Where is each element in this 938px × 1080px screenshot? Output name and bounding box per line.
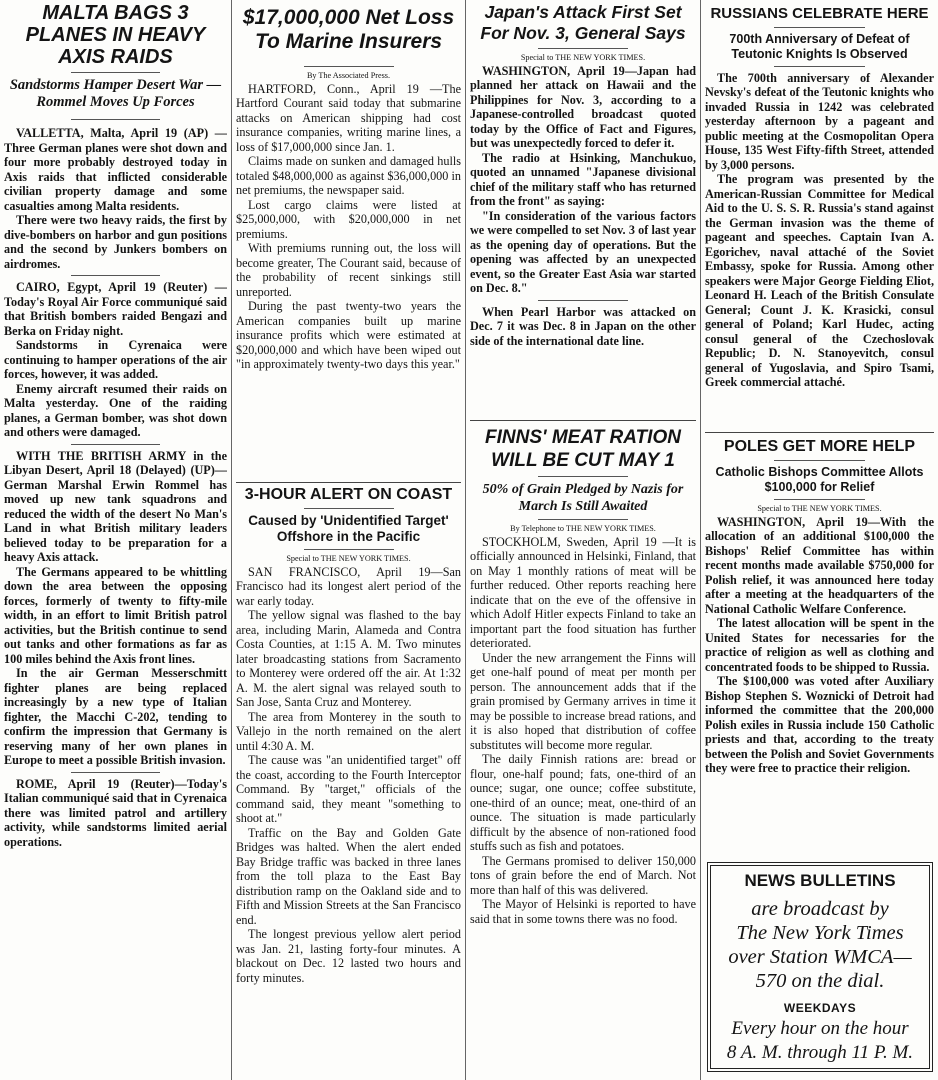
divider	[774, 27, 866, 28]
poles-subhead: Catholic Bishops Committee Allots $100,000 for Relief	[715, 464, 924, 494]
column-1	[0, 0, 231, 1080]
japan-paragraph: "In consideration of the various factors we were compelled to set Nov. 3 of last year as the opening day of operations. But the opening was affected by an unexpected event, so the Greater East Asia war started on Dec. 8."	[470, 208, 696, 296]
poles-article	[705, 438, 934, 850]
marine-paragraph: With premiums running out, the loss will become greater, The Courant said, because of the probability of recent sinkings still unreported.	[236, 241, 461, 299]
finns-paragraph: STOCKHOLM, Sweden, April 19 —It is officially announced in Helsinki, Finland, that on May 1 monthly rations of meat will be further reduced. Other reports reaching here indicate that on the eve of the offensive in which Adolf Hitler expects Finland to take an important part the food situation has further deteriorated.	[470, 534, 696, 651]
marine-paragraph: During the past twenty-two years the American companies built up marine insurance profits which were estimated at $20,000,000 and which have been wiped out "in approximately twenty-two days this year."	[236, 299, 461, 372]
divider	[774, 66, 866, 67]
malta-headline: MALTA BAGS 3 PLANES IN HEAVY AXIS RAIDS	[25, 2, 206, 68]
finns-paragraph: Under the new arrangement the Finns will get one-half pound of meat per month per person. The announcement adds that if the grain promised by Germany arrives in time it may be possible to increase bread rations, and it is also hoped that distribution of coffee substitutes will become more regular.	[470, 650, 696, 752]
rome-paragraph: ROME, April 19 (Reuter)—Today's Italian communiqué said that in Cyrenaica there was limited patrol and artillery activity, while sandstorms limited aerial operations.	[4, 776, 227, 849]
article-separator	[705, 432, 934, 433]
poles-paragraph: The $100,000 was voted after Auxiliary Bishop Stephen S. Woznicki of Detroit had informed the committee that the 200,000 Polish exiles in Russia include 150 Catholic priests and that, according to the treaty between the Polish and Soviet Governments they were free to practice their religion.	[705, 674, 934, 776]
divider	[774, 499, 866, 500]
army-paragraph: In the air German Messerschmitt fighter planes are being replaced increasingly by a new type of Italian fighter, the Macchi C-202, tending to confirm the impression that Germany is reserving many of her own planes in Europe to meet a possible British invasion.	[4, 666, 227, 767]
malta-paragraph: VALLETTA, Malta, April 19 (AP) —Three German planes were shot down and four more probably destroyed today in Axis raids that inflicted considerable civilian property damage and some casualties among Malta residents.	[4, 126, 227, 213]
divider	[71, 72, 160, 73]
army-paragraph: The Germans appeared to be whittling down the area between the opposing forces, formerly of twenty to fifty-mile width, in an effort to limit British patrol activities, but the British continue to send out tanks and other formations as far as 100 miles behind the Axis front lines.	[4, 564, 227, 666]
alert-paragraph: Traffic on the Bay and Golden Gate Bridges was halted. When the alert ended Bay Bridge traffic was backed in three lanes from the toll plaza to the East Bay distribution ramp on the Oakland side and to Fifth and Mission Streets at the San Francisco end.	[236, 825, 461, 927]
bulletin-title: NEWS BULLETINS	[744, 871, 896, 890]
divider	[71, 275, 160, 276]
divider	[538, 476, 628, 477]
japan-paragraph: The radio at Hsinking, Manchukuo, quoted an unnamed "Japanese divisional chief of the military staff who has returned from the front" as saying:	[470, 150, 696, 209]
russians-subhead: 700th Anniversary of Defeat of Teutonic Knights Is Observed	[729, 31, 910, 61]
alert-headline: 3-HOUR ALERT ON COAST	[244, 486, 453, 503]
finns-credit: By Telephone to THE NEW YORK TIMES.	[510, 524, 656, 533]
marine-paragraph: Claims made on sunken and damaged hulls totaled $48,000,000 as against $36,000,000 in net premiums, the newspaper said.	[236, 154, 461, 198]
divider	[304, 549, 394, 550]
finns-paragraph: The Mayor of Helsinki is reported to have said that in some towns there was no food.	[470, 897, 696, 926]
divider	[538, 519, 628, 520]
japan-credit: Special to THE NEW YORK TIMES.	[520, 53, 646, 62]
bulletin-line: 8 A. M. through 11 P. M.	[726, 1042, 914, 1063]
divider	[538, 300, 628, 301]
japan-paragraph: WASHINGTON, April 19—Japan had planned her attack on Hawaii and the Philippines for Nov. 3, according to a Japanese-controlled broadcast quoted today by the Office of Fact and Figures, but was unexpectedly forced to defer it.	[470, 63, 696, 151]
russians-paragraph: The 700th anniversary of Alexander Nevsky's defeat of the Teutonic knights who invaded Russia in 1242 was celebrated yesterday afternoon by a pageant and public meeting at the Cosmopolitan Opera House, 135 West Fifty-fifth Street, attended by 3,000 persons.	[705, 70, 934, 172]
column-4	[701, 0, 938, 1080]
coast-alert-article	[236, 486, 461, 1078]
divider	[304, 508, 394, 509]
poles-headline: POLES GET MORE HELP	[723, 438, 916, 455]
marine-headline: $17,000,000 Net Loss To Marine Insurers	[242, 6, 455, 53]
article-separator	[470, 420, 696, 421]
divider	[71, 444, 160, 445]
news-bulletins-box	[707, 862, 933, 1072]
poles-paragraph: The latest allocation will be spent in the United States for necessaries for the practice of religion as well as clothing and concentrated foods to be shipped to Russia.	[705, 616, 934, 674]
bulletin-line: are broadcast by	[751, 898, 889, 920]
malta-paragraph: There were two heavy raids, the first by dive-bombers on harbor and gun positions and the second by Junkers bombers on airdromes.	[4, 213, 227, 271]
column-2	[232, 0, 465, 1080]
russians-article	[705, 2, 934, 430]
alert-paragraph: The longest previous yellow alert period was Jan. 21, lasting forty-four minutes. A blackout on Dec. 12 lasted two hours and forty minutes.	[236, 927, 461, 985]
finns-subhead: 50% of Grain Pledged by Nazis for March Is Still Awaited	[482, 482, 684, 514]
russians-paragraph: The program was presented by the American-Russian Committee for Medical Aid to the U. S. S. R. Russia's stand against the German invasion was the theme of pageant and speeches. Captain Ivan A. Egorichev, naval attaché of the Soviet Embassy, spoke for Russia. Among other speakers were Major George Fielding Eliot, Leonard H. Leach of the British Consulate General; Count J. K. Krasicki, consul general of Poland; Karl Hudec, acting consul general of the Czechoslovak Republic; D. N. Stanoyevitch, consul general of Yugoslavia, and Spiro Tsami, Greek commercial attaché.	[705, 172, 934, 390]
cairo-paragraph: CAIRO, Egypt, April 19 (Reuter) —Today's Royal Air Force communiqué said that British bombers raided Bengazi and Berka on Friday night.	[4, 280, 227, 338]
marine-paragraph: Lost cargo claims were listed at $25,000,000, with $20,000,000 in net premiums.	[236, 197, 461, 241]
divider	[774, 460, 866, 461]
finns-paragraph: The Germans promised to deliver 150,000 tons of grain before the end of March. Not more than half of this was delivered.	[470, 853, 696, 897]
alert-subhead: Caused by 'Unidentified Target' Offshore in the Pacific	[248, 512, 449, 544]
alert-paragraph: The cause was "an unidentified target" off the coast, according to the Fourth Interceptor Command. By "target," officials of the command said, they meant "something to shoot at."	[236, 753, 461, 826]
divider	[71, 119, 160, 120]
poles-credit: Special to THE NEW YORK TIMES.	[757, 503, 882, 513]
finns-paragraph: The daily Finnish rations are: bread or flour, one-half pound; fats, one-third of an ounce; sugar, one ounce; coffee substitute, one-third of an ounce; meat, one-third of an ounce. The situation is made particularly difficult by the absence of non-rationed food stuffs such as fish and potatoes.	[470, 752, 696, 854]
japan-attack-article	[470, 2, 696, 412]
army-paragraph: WITH THE BRITISH ARMY in the Libyan Desert, April 18 (Delayed) (UP)—German Marshal Erwin Rommel has moved up new tank squadrons and reduced the width of the desert No Man's Land in what British military leaders believed today to be preparation for a heavy Axis attack.	[4, 448, 227, 564]
divider	[71, 772, 160, 773]
cairo-paragraph: Enemy aircraft resumed their raids on Malta yesterday. One of the raiding planes, a German bomber, was shot down and others were damaged.	[4, 381, 227, 439]
divider	[304, 66, 394, 67]
column-3	[466, 0, 700, 1080]
divider	[538, 48, 628, 49]
bulletin-line: 570 on the dial.	[755, 970, 885, 992]
marine-credit: By The Associated Press.	[306, 71, 391, 80]
article-separator	[236, 482, 461, 483]
alert-credit: Special to THE NEW YORK TIMES.	[286, 553, 411, 563]
malta-article	[4, 2, 227, 1078]
bulletin-line: Every hour on the hour	[731, 1018, 909, 1039]
alert-paragraph: The area from Monterey in the south to Vallejo in the north remained on the alert until 4:30 A. M.	[236, 709, 461, 753]
cairo-paragraph: Sandstorms in Cyrenaica were continuing to hamper operations of the air forces, however, it was added.	[4, 338, 227, 381]
alert-paragraph: SAN FRANCISCO, April 19—San Francisco had its longest alert period of the war early today.	[236, 564, 461, 608]
bulletin-line: over Station WMCA—	[728, 946, 912, 968]
japan-paragraph: When Pearl Harbor was attacked on Dec. 7 it was Dec. 8 in Japan on the other side of the international date line.	[470, 304, 696, 348]
malta-subhead: Sandstorms Hamper Desert War —Rommel Moves Up Forces	[9, 77, 222, 110]
marine-insurance-article	[236, 2, 461, 480]
poles-paragraph: WASHINGTON, April 19—With the allocation of an additional $100,000 the Bishops' Relief Committee has within recent months made available $750,000 for Polish relief, it was announced here today after a meeting at the headquarters of the National Catholic Welfare Conference.	[705, 514, 934, 616]
marine-paragraph: HARTFORD, Conn., April 19 —The Hartford Courant said today that submarine attacks on American shipping had cost insurance companies, writing marine lines, a loss of $17,000,000 since Jan. 1.	[236, 81, 461, 154]
finns-headline: FINNS' MEAT RATION WILL BE CUT MAY 1	[485, 427, 681, 471]
finns-ration-article	[470, 426, 696, 1078]
bulletin-line: The New York Times	[736, 922, 904, 944]
bulletin-schedule-label: WEEKDAYS	[783, 1001, 857, 1015]
russians-headline: RUSSIANS CELEBRATE HERE	[710, 5, 929, 22]
alert-paragraph: The yellow signal was flashed to the bay area, including Marin, Alameda and Contra Costa Counties, at 1:15 A. M. Two minutes later broadcasting stations from Sacramento to Monterey were ordered off the air. At 1:32 A. M. the alert signal was relayed south to San Jose, Santa Cruz and Monterey.	[236, 608, 461, 710]
japan-headline: Japan's Attack First Set For Nov. 3, General Says	[480, 2, 686, 43]
